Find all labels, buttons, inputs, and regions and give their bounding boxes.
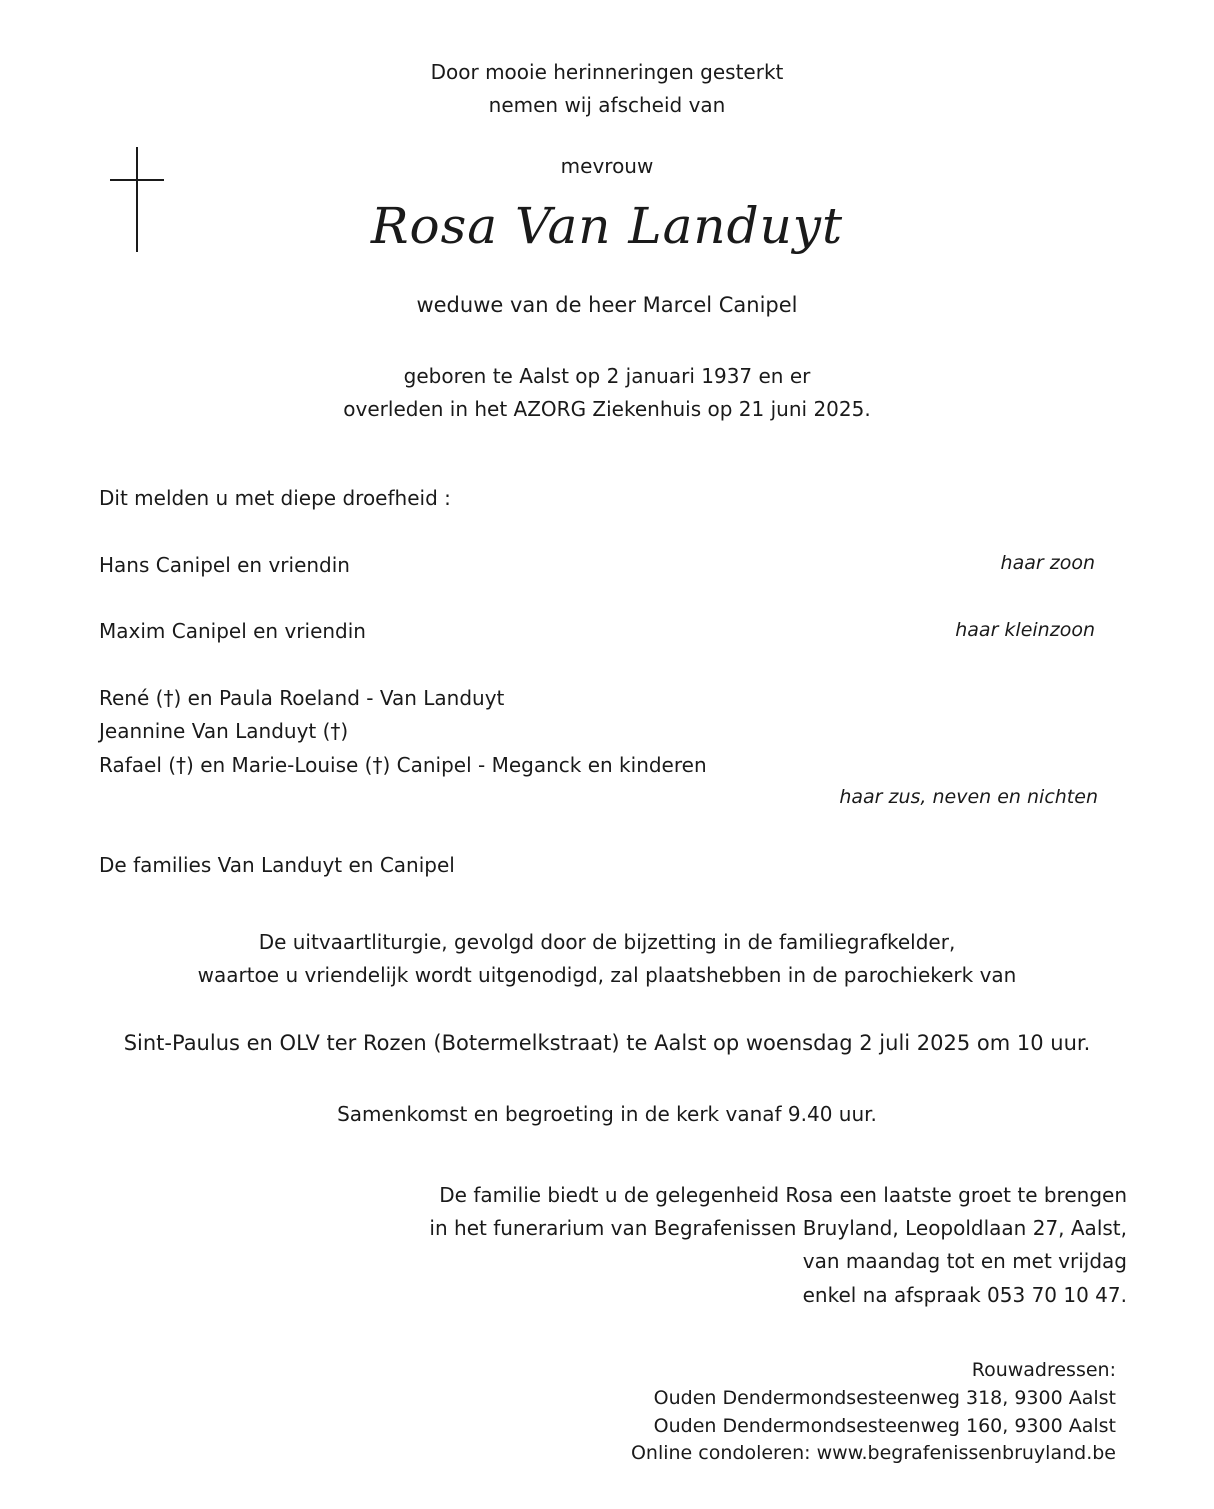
intro-line-2: nemen wij afscheid van [488,93,726,117]
address-2: Ouden Dendermondsesteenweg 160, 9300 Aalst [653,1415,1116,1437]
grandson-relation: haar kleinzoon [955,619,1095,641]
gathering-line: Samenkomst en begroeting in de kerk vanaf 9.40 uur. [337,1102,877,1126]
deceased-name: Rosa Van Landuyt [370,197,844,255]
sibling-1: René (†) en Paula Roeland - Van Landuyt [99,686,505,710]
funeral-location: Sint-Paulus en OLV ter Rozen (Botermelkstraat) te Aalst op woensdag 2 juli 2025 om 10 uur. [123,1031,1091,1055]
spouse-line: weduwe van de heer Marcel Canipel [416,293,798,317]
families-line: De families Van Landuyt en Canipel [99,853,455,877]
addresses-heading: Rouwadressen: [971,1359,1116,1381]
farewell-line-4: enkel na afspraak 053 70 10 47. [802,1283,1127,1307]
online-condolence-link[interactable]: Online condoleren: www.begrafenissenbruyland.be [630,1442,1116,1464]
grandson-name: Maxim Canipel en vriendin [99,619,366,643]
death-line: overleden in het AZORG Ziekenhuis op 21 juni 2025. [343,397,871,421]
son-name: Hans Canipel en vriendin [99,553,350,577]
title-prefix: mevrouw [560,154,654,178]
birth-line: geboren te Aalst op 2 januari 1937 en er [403,364,811,388]
sibling-2: Jeannine Van Landuyt (†) [99,719,349,743]
sibling-3: Rafael (†) en Marie-Louise (†) Canipel - Meganck en kinderen [99,753,707,777]
siblings-relation: haar zus, neven en nichten [839,786,1098,808]
farewell-line-3: van maandag tot en met vrijdag [802,1249,1127,1273]
son-relation: haar zoon [1000,552,1095,574]
farewell-line-1: De familie biedt u de gelegenheid Rosa een laatste groet te brengen [439,1183,1127,1207]
announcement: Dit melden u met diepe droefheid : [99,486,451,510]
funeral-line-2: waartoe u vriendelijk wordt uitgenodigd, zal plaatshebben in de parochiekerk van [197,963,1017,987]
address-1: Ouden Dendermondsesteenweg 318, 9300 Aalst [653,1387,1116,1409]
farewell-line-2: in het funerarium van Begrafenissen Bruyland, Leopoldlaan 27, Aalst, [429,1216,1127,1240]
intro-line-1: Door mooie herinneringen gesterkt [430,60,784,84]
funeral-line-1: De uitvaartliturgie, gevolgd door de bijzetting in de familiegrafkelder, [258,930,956,954]
